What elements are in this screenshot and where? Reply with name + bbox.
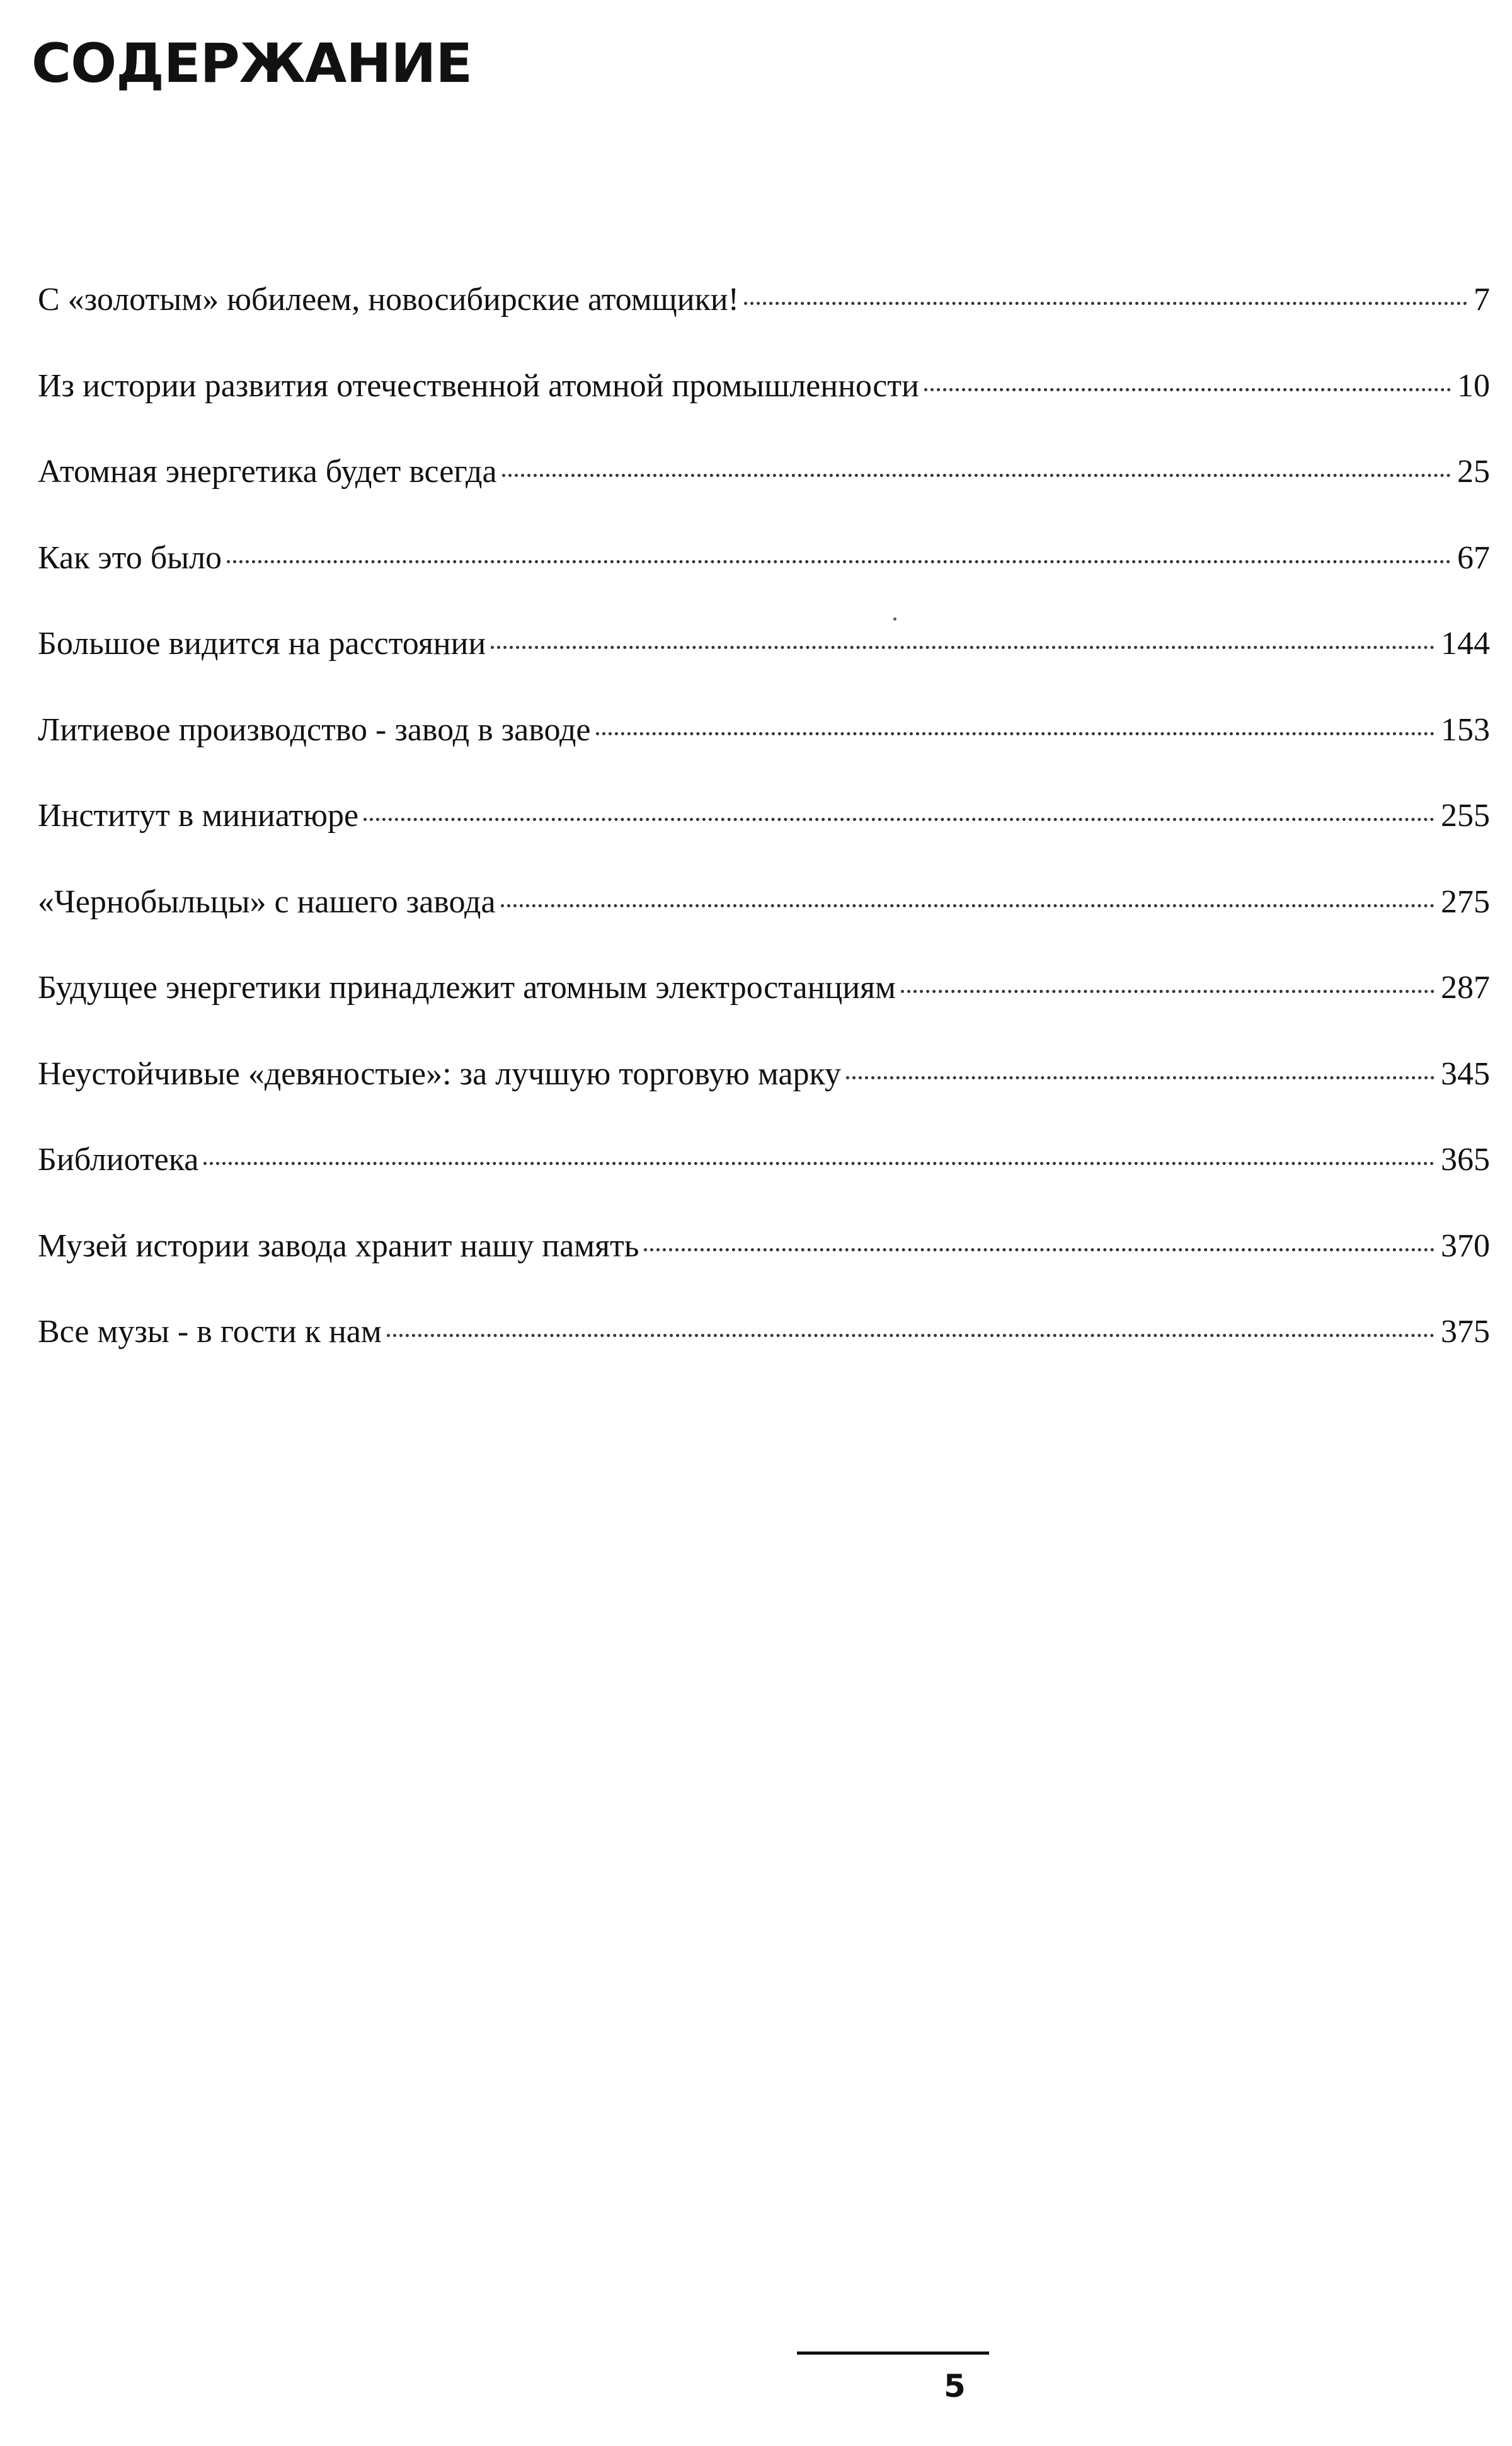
page-number: 5 — [944, 2368, 966, 2404]
toc-entry-title: Неустойчивые «девяностые»: за лучшую торговую марку — [38, 1055, 842, 1092]
toc-entry-page: 345 — [1441, 1055, 1490, 1092]
toc-entry-title: Библиотека — [38, 1142, 199, 1178]
toc-entry — [38, 1055, 1490, 1141]
toc-entry-title: С «золотым» юбилеем, новосибирские атомщики! — [38, 282, 739, 318]
dot-leader — [387, 1334, 1435, 1337]
toc-entry — [38, 452, 1490, 539]
toc-entry-page: 255 — [1441, 798, 1490, 834]
table-of-contents — [38, 280, 1490, 1399]
toc-entry — [38, 796, 1490, 883]
dot-leader — [502, 474, 1451, 477]
dot-leader — [644, 1248, 1435, 1251]
toc-entry — [38, 280, 1490, 367]
toc-entry-page: 375 — [1441, 1314, 1490, 1350]
toc-entry-title: Литиевое производство - завод в заводе — [38, 711, 591, 748]
toc-entry-title: «Чернобыльцы» с нашего завода — [38, 883, 496, 920]
toc-entry-page: 370 — [1441, 1227, 1490, 1264]
toc-entry-page: 144 — [1441, 626, 1490, 662]
dot-leader — [227, 560, 1451, 563]
toc-entry-title: Атомная энергетика будет всегда — [38, 454, 497, 490]
dot-leader — [203, 1162, 1435, 1165]
toc-entry — [38, 883, 1490, 969]
toc-entry-page: 365 — [1441, 1142, 1490, 1178]
toc-entry-title: Все музы - в гости к нам — [38, 1314, 382, 1350]
toc-entry-title: Большое видится на расстоянии — [38, 626, 486, 662]
dot-leader — [596, 732, 1435, 735]
toc-entry-title: Из истории развития отечественной атомной промышленности — [38, 367, 919, 404]
toc-entry-page: 25 — [1457, 454, 1490, 490]
dot-leader — [901, 990, 1435, 993]
toc-entry — [38, 968, 1490, 1055]
dot-leader — [846, 1076, 1435, 1079]
toc-entry-page: 287 — [1441, 970, 1490, 1006]
toc-entry — [38, 539, 1490, 625]
toc-entry — [38, 624, 1490, 711]
page-title: СОДЕРЖАНИЕ — [32, 32, 472, 95]
toc-entry — [38, 1227, 1490, 1313]
dot-leader — [501, 904, 1435, 907]
scan-speck — [893, 617, 896, 621]
toc-entry — [38, 711, 1490, 797]
dot-leader — [364, 818, 1435, 821]
toc-entry — [38, 1140, 1490, 1227]
toc-entry — [38, 367, 1490, 453]
toc-entry-page: 153 — [1441, 711, 1490, 748]
toc-entry-title: Как это было — [38, 539, 222, 576]
toc-entry-page: 275 — [1441, 883, 1490, 920]
toc-entry — [38, 1312, 1490, 1399]
dot-leader — [491, 646, 1435, 649]
dot-leader — [924, 388, 1451, 391]
footer-rule — [797, 2351, 989, 2355]
toc-entry-page: 7 — [1474, 282, 1490, 318]
dot-leader — [744, 302, 1467, 305]
toc-entry-page: 67 — [1457, 539, 1490, 576]
toc-entry-title: Будущее энергетики принадлежит атомным электростанциям — [38, 970, 896, 1006]
toc-entry-title: Музей истории завода хранит нашу память — [38, 1227, 639, 1264]
toc-entry-page: 10 — [1457, 367, 1490, 404]
toc-entry-title: Институт в миниатюре — [38, 798, 359, 834]
